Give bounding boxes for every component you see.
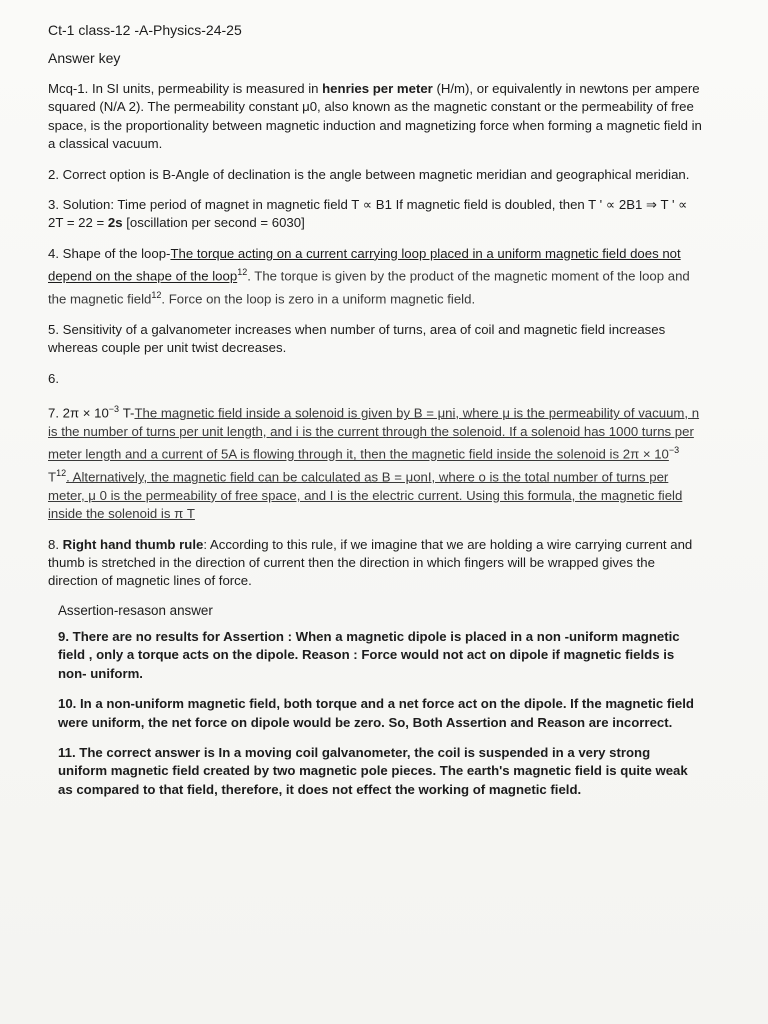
answer-4-rest: . The torque is given by the product of the magnetic moment of the loop and the magnetic field bbox=[48, 268, 690, 307]
answer-4-sup2: 12 bbox=[151, 290, 162, 301]
answer-10 bbox=[48, 695, 702, 732]
section-heading: Assertion-resason answer bbox=[58, 602, 213, 618]
answer-1 bbox=[48, 80, 702, 154]
answer-8-rest: : According to this rule, if we imagine that we are holding a wire carrying current and thumb is stretched in the direction of current then the direction in which fingers will be wrapped gives the direction of magnetic lines of force. bbox=[48, 536, 693, 589]
page-subtitle: Answer key bbox=[48, 50, 121, 66]
answer-7-sup: 12 bbox=[56, 468, 67, 479]
answer-6-text: 6. bbox=[48, 370, 59, 386]
answer-4-prefix: 4. Shape of the loop- bbox=[48, 245, 171, 261]
answer-2 bbox=[48, 166, 702, 184]
answer-7-rest: . Alternatively, the magnetic field can be calculated as B = μonI, where o is the total number of turns per meter, μ 0 is the permeability of free space, and I is the electric current. Using this formula, the magnetic field inside the solenoid is π T bbox=[48, 469, 683, 522]
answer-1-prefix: Mcq-1. In SI units, permeability is measured in bbox=[48, 81, 323, 96]
answer-3-text: 3. Solution: Time period of magnet in magnetic field T ∝ B1 If magnetic field is doubled, then T ' ∝ 2B1 ⇒ T ' ∝ 2T = 22 = bbox=[48, 197, 688, 231]
answer-8-bold: Right hand thumb rule bbox=[62, 536, 204, 552]
answer-4 bbox=[48, 245, 702, 309]
answer-5 bbox=[48, 321, 702, 358]
answer-7-exp: −3 bbox=[108, 404, 120, 415]
answer-7 bbox=[48, 400, 702, 524]
answer-4-underlined: The torque acting on a current carrying loop placed in a uniform magnetic field does not depend on the shape of the loop bbox=[48, 245, 681, 284]
answer-7-unit: T bbox=[48, 469, 57, 485]
answer-3-bold: 2s bbox=[107, 215, 123, 231]
answer-9-text: 9. There are no results for Assertion : When a magnetic dipole is placed in a non -uniform magnetic field , only a torque acts on the dipole. Reason : Force would not act on dipole if magnetic fields is non- uniform. bbox=[58, 628, 680, 681]
answer-5-text: 5. Sensitivity of a galvanometer increases when number of turns, area of coil and magnetic field increases whereas couple per unit twist decreases. bbox=[48, 321, 666, 356]
answer-7-mid: T- bbox=[119, 405, 135, 421]
answer-2-text: 2. Correct option is B-Angle of declination is the angle between magnetic meridian and geographical meridian. bbox=[48, 166, 690, 182]
answer-10-text: 10. In a non-uniform magnetic field, both torque and a net force act on the dipole. If the magnetic field were uniform, the net force on dipole would be zero. So, Both Assertion and Reason are incorrect. bbox=[58, 696, 694, 730]
answer-9 bbox=[48, 628, 702, 683]
answer-8-prefix: 8. bbox=[48, 536, 63, 552]
answer-7-body: The magnetic field inside a solenoid is given by B = μni, where μ is the permeability of vacuum, n is the number of turns per unit length, and i is the current through the solenoid. If a solenoid has 1000 turns per meter length and a current of 5A is flowing through it, then the magnetic field inside the solenoid is 2π × 10 bbox=[48, 405, 700, 462]
page-title: Ct-1 class-12 -A-Physics-24-25 bbox=[48, 22, 242, 38]
answer-11-text: 11. The correct answer is In a moving coil galvanometer, the coil is suspended in a very strong uniform magnetic field created by two magnetic pole pieces. The earth's magnetic field is quite weak as compared to that field, therefore, it does not effect the working of magnetic field. bbox=[58, 744, 688, 797]
answer-7-exp2: −3 bbox=[668, 445, 680, 456]
answer-8 bbox=[48, 536, 702, 591]
answer-11 bbox=[48, 744, 702, 799]
answer-1-bold: henries per meter bbox=[322, 81, 433, 96]
answer-4-sup1: 12 bbox=[237, 267, 248, 278]
answer-3 bbox=[48, 196, 702, 233]
answer-6 bbox=[48, 370, 702, 388]
answer-4-rest2: . Force on the loop is zero in a uniform magnetic field. bbox=[161, 291, 476, 307]
answer-1-rest: (H/m), or equivalently in newtons per ampere squared (N/A 2). The permeability constant μ0, also known as the magnetic constant or the permeability of free space, is the proportionality between magnetic induction and magnetizing force when forming a magnetic field in a classical vacuum. bbox=[48, 81, 702, 152]
answer-3-rest: [oscillation per second = 6030] bbox=[122, 215, 305, 231]
answer-7-prefix: 7. 2π × 10 bbox=[48, 405, 109, 421]
